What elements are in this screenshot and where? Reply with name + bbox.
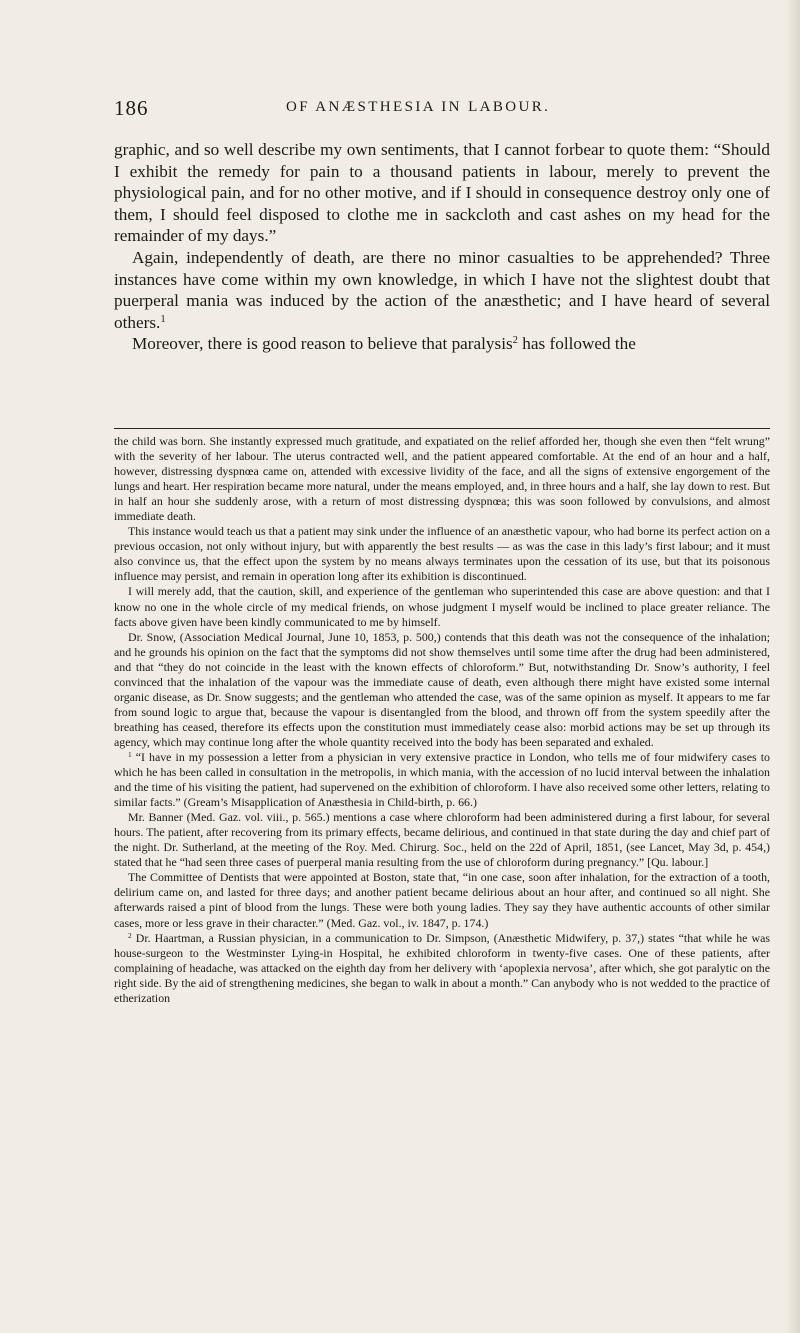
footnote-text: Dr. Haartman, a Russian physician, in a communication to Dr. Simpson, (Anæsthetic Midwifery, p. 37,) states “that while he was house-surgeon to the Westminster Lying-in Hospital, he exhibited chloroform in twenty-five cases. One of these patients, after complaining of headache, was attacked on the eighth day from her delivery with ‘apoplexia nervosa’, after which, she got paralytic on the right side. By the aid of strengthening medicines, she began to walk in about a month.” Can anybody who is not wedded to the practice of etherization <box>114 930 770 1005</box>
paragraph-text: has followed the <box>518 334 636 354</box>
footnote-marker: 1 <box>128 749 132 759</box>
footnote-divider <box>114 428 770 429</box>
running-head: OF ANÆSTHESIA IN LABOUR. <box>286 99 551 115</box>
footnote-paragraph: Mr. Banner (Med. Gaz. vol. viii., p. 565.) mentions a case where chloroform had been administered during a first labour, for several hours. The patient, after recovering from its primary effects, became delirious, and continued in that state during the day and chief part of the night. Dr. Sutherland, at the meeting of the Roy. Med. Chirurg. Soc., held on the 22d of April, 1851, (see Lancet, May 3d, p. 454,) stated that he “had seen three cases of puerperal mania resulting from the use of chloroform during pregnancy.” [Qu. labour.] <box>114 810 770 870</box>
footnote-paragraph: This instance would teach us that a patient may sink under the influence of an anæsthetic vapour, who had borne its perfect action on a previous occasion, not only without injury, but with apparently the best results — as was the case in this lady’s first labour; and it must also convince us, that the effect upon the system by no means always terminates upon the cessation of its use, but that its poisonous influence may persist, and remain in operation long after its exhibition is discontinued. <box>114 524 770 584</box>
book-page <box>88 0 774 1333</box>
footnote-paragraph: the child was born. She instantly expressed much gratitude, and expatiated on the relief afforded her, though she even then “felt wrung” with the severity of her labour. The uterus contracted well, and the patient appeared comfortable. At the end of an hour and a half, however, distressing dyspnœa came on, attended with excessive lividity of the face, and all the signs of extensive engorgement of the lungs and heart. Her respiration became more natural, under the means employed, and, in three hours and a half, she lay down to rest. But in half an hour she suddenly arose, with a return of most distressing dyspnœa; this was soon followed by convulsions, and almost immediate death. <box>114 434 770 524</box>
footnotes <box>114 434 770 1006</box>
footnote-marker: 2 <box>128 930 132 940</box>
footnote-1 <box>114 750 770 810</box>
footnote-ref: 1 <box>160 313 166 325</box>
page-number: 186 <box>114 96 149 120</box>
paragraph-text: Again, independently of death, are there no minor casualties to be apprehended? Three instances have come within my own knowledge, in which I have not the slightest doubt that puerperal mania was induced by the action of the anæsthetic; and I have heard of several others. <box>114 247 770 332</box>
footnote-paragraph: I will merely add, that the caution, skill, and experience of the gentleman who superintended this case are above question: and that I know no one in the whole circle of my medical friends, on whose judgment I myself would be inclined to place greater reliance. The facts above given have been kindly communicated to me by himself. <box>114 584 770 629</box>
paragraph: graphic, and so well describe my own sentiments, that I cannot forbear to quote them: “Should I exhibit the remedy for pain to a thousand patients in labour, merely to prevent the physiological pain, and for no other motive, and if I should in consequence destroy only one of them, I should feel disposed to clothe me in sackcloth and cast ashes on my head for the remainder of my days.” <box>114 140 770 246</box>
page-header <box>114 96 714 120</box>
footnote-ref: 2 <box>512 335 518 347</box>
page-edge-shadow <box>786 0 800 1333</box>
paragraph <box>114 333 770 355</box>
main-text <box>114 139 770 355</box>
footnote-2 <box>114 931 770 1006</box>
footnote-paragraph: Dr. Snow, (Association Medical Journal, June 10, 1853, p. 500,) contends that this death was not the consequence of the inhalation; and he grounds his opinion on the fact that the symptoms did not show themselves until some time after the drug had been administered, and that “they do not coincide in the least with the known effects of chloroform.” But, notwithstanding Dr. Snow’s authority, I feel convinced that the inhalation of the vapour was the immediate cause of death, even although there might have existed some internal organic disease, as Dr. Snow suggests; and the gentleman who attended the case, was of the same opinion as myself. It appears to me far from sound logic to argue that, because the vapour is disentangled from the blood, and thrown off from the system speedily after the breathing has ceased, therefore its effects upon the constitution must immediately cease also: morbid actions may be set up through its agency, which may continue long after the whole quantity received into the body has been separated and exhaled. <box>114 629 770 749</box>
paragraph-text: Moreover, there is good reason to believe that paralysis <box>132 334 513 354</box>
paragraph <box>114 247 770 333</box>
footnote-text: “I have in my possession a letter from a physician in very extensive practice in London, who tells me of four midwifery cases to which he has been called in consultation in the metropolis, in which mania, with the accession of no lucid interval between the inhalation and the time of his visiting the patient, had supervened on the exhibition of chloroform. I have also received some other letters, relating to similar facts.” (Gream’s Misapplication of Anæsthesia in Child-birth, p. 66.) <box>114 749 770 810</box>
footnote-paragraph: The Committee of Dentists that were appointed at Boston, state that, “in one case, soon after inhalation, for the extraction of a tooth, delirium came on, and lasted for three days; and another patient became delirious about an hour after, and continued so all night. She afterwards raised a pint of blood from the lungs. These were both young ladies. They say they have authentic accounts of other similar cases, more or less grave in their character.” (Med. Gaz. vol., iv. 1847, p. 174.) <box>114 870 770 930</box>
